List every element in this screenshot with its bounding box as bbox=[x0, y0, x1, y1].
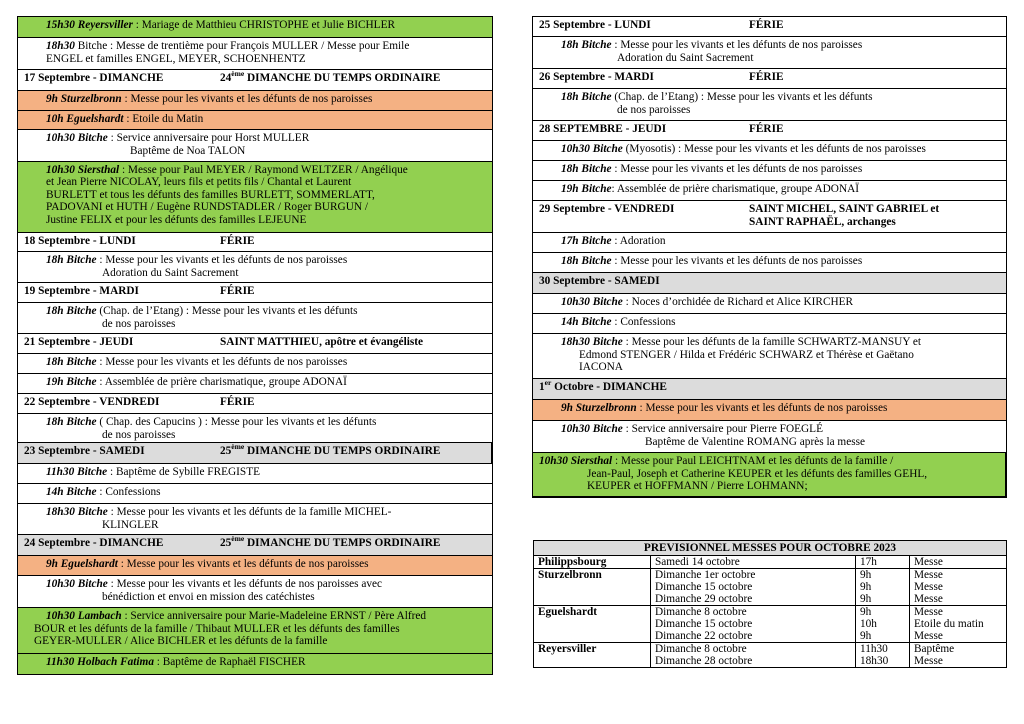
day-date: 23 Septembre - SAMEDI bbox=[24, 445, 145, 457]
entry-place: 17h Bitche bbox=[561, 235, 612, 247]
entry-bitche-18h-jeudi bbox=[17, 353, 493, 374]
entry-place: 18h Bitche bbox=[46, 254, 97, 266]
day-header-23-sept bbox=[17, 442, 493, 464]
table-times: 9h 9h 9h bbox=[856, 569, 910, 606]
entry-text: : Etoile du Matin bbox=[123, 113, 204, 125]
entry-r-bitche-etang bbox=[532, 88, 1007, 121]
entry-text-line3: IACONA bbox=[579, 361, 623, 374]
entry-text-line2: Jean-Paul, Joseph et Catherine KEUPER et les défunts des familles GEHL, bbox=[587, 467, 928, 480]
entry-text: : Messe pour les vivants et les défunts de la famille MICHEL- bbox=[107, 506, 392, 518]
day-date: 21 Septembre - JEUDI bbox=[24, 336, 134, 348]
day-header-24-sept bbox=[17, 534, 493, 556]
day-header-18-sept bbox=[17, 232, 493, 252]
day-header-19-sept bbox=[17, 282, 493, 303]
table-kinds: Messe Messe Messe bbox=[910, 569, 1007, 606]
day-date: 19 Septembre - MARDI bbox=[24, 285, 139, 297]
entry-r-bitche-confessions bbox=[532, 313, 1007, 334]
entry-text-line3: KEUPER et HOFFMANN / Pierre LOHMANN; bbox=[587, 480, 808, 493]
entry-place: 10h30 Bitche bbox=[561, 143, 623, 155]
entry-text: : Messe pour les vivants et les défunts de nos paroisses bbox=[636, 402, 888, 414]
entry-place: 14h Bitche bbox=[561, 316, 612, 328]
day-date: 28 SEPTEMBRE - JEUDI bbox=[539, 123, 667, 135]
entry-holbach bbox=[17, 653, 493, 675]
entry-text-line2: de nos paroisses bbox=[102, 428, 176, 441]
day-date: 30 Septembre - SAMEDI bbox=[539, 275, 660, 287]
entry-reyersviller-wedding bbox=[17, 16, 493, 38]
entry-text: : Service anniversaire pour Pierre FOEGLÉ bbox=[622, 423, 823, 435]
entry-text: Bitche : Messe de trentième pour François MULLER / Messe pour Emile bbox=[74, 40, 410, 52]
table-place: Philippsbourg bbox=[534, 556, 651, 569]
day-title: FÉRIE bbox=[749, 71, 784, 83]
day-date: 25 Septembre - LUNDI bbox=[539, 19, 651, 31]
entry-text: : Messe pour les vivants et les défunts de nos paroisses avec bbox=[107, 578, 383, 590]
entry-text: : Assemblée de prière charismatique, groupe ADONAÏ bbox=[611, 183, 860, 195]
entry-bitche-catechistes bbox=[17, 575, 493, 608]
entry-text: : Baptême de Sybille FREGISTE bbox=[107, 466, 261, 478]
table-row bbox=[534, 643, 1007, 668]
entry-text-line2: bénédiction et envoi en mission des catéchistes bbox=[102, 590, 315, 603]
table-row bbox=[534, 556, 1007, 569]
entry-text: : Noces d’orchidée de Richard et Alice KIRCHER bbox=[622, 296, 854, 308]
table-times: 17h bbox=[856, 556, 910, 569]
entry-siersthal bbox=[17, 161, 493, 233]
entry-place: 10h30 Siersthal bbox=[46, 164, 120, 176]
entry-text: (Myosotis) : Messe pour les vivants et les défunts de nos paroisses bbox=[622, 143, 926, 155]
entry-place: 18h Bitche bbox=[46, 416, 97, 428]
entry-r-bitche-adoration bbox=[532, 36, 1007, 69]
entry-place: 18h30 Bitche bbox=[561, 336, 623, 348]
entry-place: 18h Bitche bbox=[561, 163, 612, 175]
day-date: 1er Octobre - DIMANCHE bbox=[539, 378, 667, 393]
entry-r-sturzelbronn bbox=[532, 399, 1007, 421]
table-dates: Dimanche 8 octobre Dimanche 15 octobre Dimanche 22 octobre bbox=[651, 606, 856, 643]
entry-text: (Chap. de l’Etang) : Messe pour les vivants et les défunts bbox=[96, 305, 358, 317]
day-title: FÉRIE bbox=[220, 235, 255, 247]
day-header-30-sept bbox=[532, 272, 1007, 294]
entry-sturzelbronn bbox=[17, 90, 493, 111]
table-place: Reyersviller bbox=[534, 643, 651, 668]
entry-text-line2: Baptême de Valentine ROMANG après la messe bbox=[645, 435, 866, 448]
entry-text: : Confessions bbox=[611, 316, 676, 328]
entry-r-bitche-19h bbox=[532, 180, 1007, 201]
entry-text: ( Chap. des Capucins ) : Messe pour les vivants et les défunts bbox=[96, 416, 377, 428]
entry-bitche-etang bbox=[17, 302, 493, 334]
entry-bitche-confessions bbox=[17, 483, 493, 504]
entry-text: : Messe pour les vivants et les défunts de nos paroisses bbox=[117, 558, 369, 570]
day-header-28-sept bbox=[532, 120, 1007, 141]
table-dates: Samedi 14 octobre bbox=[651, 556, 856, 569]
day-title: FÉRIE bbox=[749, 123, 784, 135]
entry-eguelshardt-24 bbox=[17, 555, 493, 576]
entry-place: 19h Bitche bbox=[46, 376, 97, 388]
entry-text: : Mariage de Matthieu CHRISTOPHE et Julie BICHLER bbox=[132, 19, 396, 31]
entry-place: 10h30 Bitche bbox=[46, 578, 108, 590]
entry-place: 14h Bitche bbox=[46, 486, 97, 498]
entry-text: : Messe pour les vivants et les défunts de nos paroisses bbox=[611, 255, 863, 267]
day-title: FÉRIE bbox=[220, 285, 255, 297]
entry-place: 9h Eguelshardt bbox=[46, 558, 118, 570]
entry-bitche-capucins bbox=[17, 413, 493, 443]
entry-place: 10h30 Bitche bbox=[561, 423, 623, 435]
table-kinds: Baptême Messe bbox=[910, 643, 1007, 668]
entry-text-line2: ENGEL et familles ENGEL, MEYER, SCHOENHENTZ bbox=[46, 52, 306, 65]
entry-r-siersthal bbox=[532, 452, 1007, 498]
day-title: SAINT MATTHIEU, apôtre et évangéliste bbox=[220, 336, 424, 348]
entry-text-line2: et Jean Pierre NICOLAY, leurs fils et petits fils / Chantal et Laurent bbox=[46, 176, 352, 189]
entry-text: : Messe pour Paul MEYER / Raymond WELTZER / Angélique bbox=[119, 164, 408, 176]
entry-r-bitche-noces bbox=[532, 293, 1007, 314]
entry-text-line3: GEYER-MULLER / Alice BICHLER et les défunts de la famille bbox=[34, 635, 328, 648]
entry-text: : Assemblée de prière charismatique, groupe ADONAÏ bbox=[96, 376, 347, 388]
entry-text-line2: de nos paroisses bbox=[102, 317, 176, 330]
entry-place: 18h Bitche bbox=[561, 91, 612, 103]
entry-place: 18h30 bbox=[46, 40, 75, 52]
table-row bbox=[534, 606, 1007, 643]
entry-text: : Service anniversaire pour Marie-Madeleine ERNST / Père Alfred bbox=[121, 610, 427, 622]
left-column bbox=[17, 17, 493, 675]
day-date: 29 Septembre - VENDREDI bbox=[539, 203, 675, 215]
entry-bitche-19h-jeudi bbox=[17, 373, 493, 394]
entry-place: 19h Bitche bbox=[561, 183, 612, 195]
entry-text-line2: de nos paroisses bbox=[617, 103, 691, 116]
entry-r-bitche-adoration-17h bbox=[532, 232, 1007, 253]
day-header-29-sept bbox=[532, 200, 1007, 233]
day-date: 24 Septembre - DIMANCHE bbox=[24, 537, 164, 549]
entry-place: 9h Sturzelbronn bbox=[46, 93, 122, 105]
table-dates: Dimanche 1er octobre Dimanche 15 octobre Dimanche 29 octobre bbox=[651, 569, 856, 606]
entry-text: (Chap. de l’Etang) : Messe pour les vivants et les défunts bbox=[611, 91, 873, 103]
day-title: SAINT MICHEL, SAINT GABRIEL et SAINT RAPHAËL, archanges bbox=[749, 203, 940, 228]
entry-place: 15h30 Reyersviller bbox=[46, 19, 133, 31]
day-title: FÉRIE bbox=[220, 396, 255, 408]
entry-place: 10h30 Bitche bbox=[46, 132, 108, 144]
entry-r-bitche-schwartz bbox=[532, 333, 1007, 379]
entry-bitche-trentieme bbox=[17, 37, 493, 70]
entry-text: : Confessions bbox=[96, 486, 161, 498]
day-header-1-oct bbox=[532, 378, 1007, 400]
entry-bitche-anniversaire bbox=[17, 129, 493, 162]
day-header-22-sept bbox=[17, 393, 493, 414]
entry-text-line4: PADOVANI et HUTH / Eugène RUNDSTADLER / Roger BURGUN / bbox=[46, 201, 368, 214]
entry-r-bitche-18h-ven bbox=[532, 252, 1007, 273]
day-header-26-sept bbox=[532, 68, 1007, 89]
day-header-21-sept bbox=[17, 333, 493, 354]
entry-text-line2: Adoration du Saint Sacrement bbox=[102, 266, 239, 279]
entry-text-line2: Edmond STENGER / Hilda et Frédéric SCHWARZ et Thérèse et Gaëtano bbox=[579, 348, 914, 361]
entry-text-line2: BOUR et les défunts de la famille / Thibaut MULLER et les défunts des familles bbox=[34, 622, 400, 635]
table-place: Sturzelbronn bbox=[534, 569, 651, 606]
entry-bitche-bapteme bbox=[17, 463, 493, 484]
table-times: 9h 10h 9h bbox=[856, 606, 910, 643]
entry-place: 10h Eguelshardt bbox=[46, 113, 124, 125]
day-date: 26 Septembre - MARDI bbox=[539, 71, 654, 83]
entry-r-bitche-18h bbox=[532, 160, 1007, 181]
entry-text: : Service anniversaire pour Horst MULLER bbox=[107, 132, 310, 144]
entry-text: : Messe pour les vivants et les défunts de nos paroisses bbox=[121, 93, 373, 105]
entry-text-line5: Justine FELIX et pour les défunts des familles LEJEUNE bbox=[46, 213, 307, 226]
table-kinds: Messe bbox=[910, 556, 1007, 569]
table-times: 11h30 18h30 bbox=[856, 643, 910, 668]
table-dates: Dimanche 8 octobre Dimanche 28 octobre bbox=[651, 643, 856, 668]
entry-place: 10h30 Lambach bbox=[46, 610, 122, 622]
entry-text: : Messe pour les vivants et les défunts de nos paroisses bbox=[96, 356, 348, 368]
entry-text-line2: Adoration du Saint Sacrement bbox=[617, 51, 754, 64]
entry-place: 10h30 Siersthal bbox=[539, 455, 613, 467]
entry-eguelshardt bbox=[17, 110, 493, 130]
entry-bitche-18-lundi bbox=[17, 251, 493, 283]
october-forecast-table bbox=[533, 540, 1007, 668]
entry-text: : Messe pour les vivants et les défunts de nos paroisses bbox=[96, 254, 348, 266]
day-title: 24ème DIMANCHE DU TEMPS ORDINAIRE bbox=[220, 69, 441, 84]
table-title: PREVISIONNEL MESSES POUR OCTOBRE 2023 bbox=[534, 541, 1007, 556]
entry-place: 9h Sturzelbronn bbox=[561, 402, 637, 414]
entry-r-bitche-foegle bbox=[532, 420, 1007, 453]
day-title: FÉRIE bbox=[749, 19, 784, 31]
entry-text: : Baptême de Raphaël FISCHER bbox=[153, 656, 306, 668]
entry-text: : Messe pour les vivants et les défunts de nos paroisses bbox=[611, 39, 863, 51]
entry-place: 18h30 Bitche bbox=[46, 506, 108, 518]
entry-text: : Messe pour les vivants et les défunts de nos paroisses bbox=[611, 163, 863, 175]
day-date: 22 Septembre - VENDREDI bbox=[24, 396, 160, 408]
day-title: 25ème DIMANCHE DU TEMPS ORDINAIRE bbox=[220, 442, 441, 457]
table-place: Eguelshardt bbox=[534, 606, 651, 643]
day-header-17-sept bbox=[17, 69, 493, 91]
entry-text: : Messe pour les défunts de la famille SCHWARTZ-MANSUY et bbox=[622, 336, 922, 348]
entry-place: 11h30 Holbach Fatima bbox=[46, 656, 154, 668]
entry-bitche-michel bbox=[17, 503, 493, 535]
table-header-row bbox=[534, 541, 1007, 556]
entry-text-line2: Baptême de Noa TALON bbox=[130, 144, 246, 157]
table-kinds: Messe Etoile du matin Messe bbox=[910, 606, 1007, 643]
entry-place: 10h30 Bitche bbox=[561, 296, 623, 308]
table-row bbox=[534, 569, 1007, 606]
day-title: 25ème DIMANCHE DU TEMPS ORDINAIRE bbox=[220, 534, 441, 549]
entry-text-line2: KLINGLER bbox=[102, 518, 159, 531]
entry-text: : Messe pour Paul LEICHTNAM et les défunts de la famille / bbox=[612, 455, 894, 467]
entry-place: 18h Bitche bbox=[561, 39, 612, 51]
entry-text-line3: BURLETT et tous les défunts des familles BURLETT, SOMMERLATT, bbox=[46, 188, 375, 201]
entry-lambach bbox=[17, 607, 493, 654]
entry-r-bitche-myosotis bbox=[532, 140, 1007, 161]
right-column bbox=[532, 17, 1007, 498]
entry-text: : Adoration bbox=[611, 235, 666, 247]
entry-place: 18h Bitche bbox=[46, 305, 97, 317]
day-date: 17 Septembre - DIMANCHE bbox=[24, 72, 164, 84]
day-date: 18 Septembre - LUNDI bbox=[24, 235, 136, 247]
entry-place: 18h Bitche bbox=[561, 255, 612, 267]
entry-place: 18h Bitche bbox=[46, 356, 97, 368]
day-header-25-sept bbox=[532, 16, 1007, 37]
entry-place: 11h30 Bitche bbox=[46, 466, 108, 478]
